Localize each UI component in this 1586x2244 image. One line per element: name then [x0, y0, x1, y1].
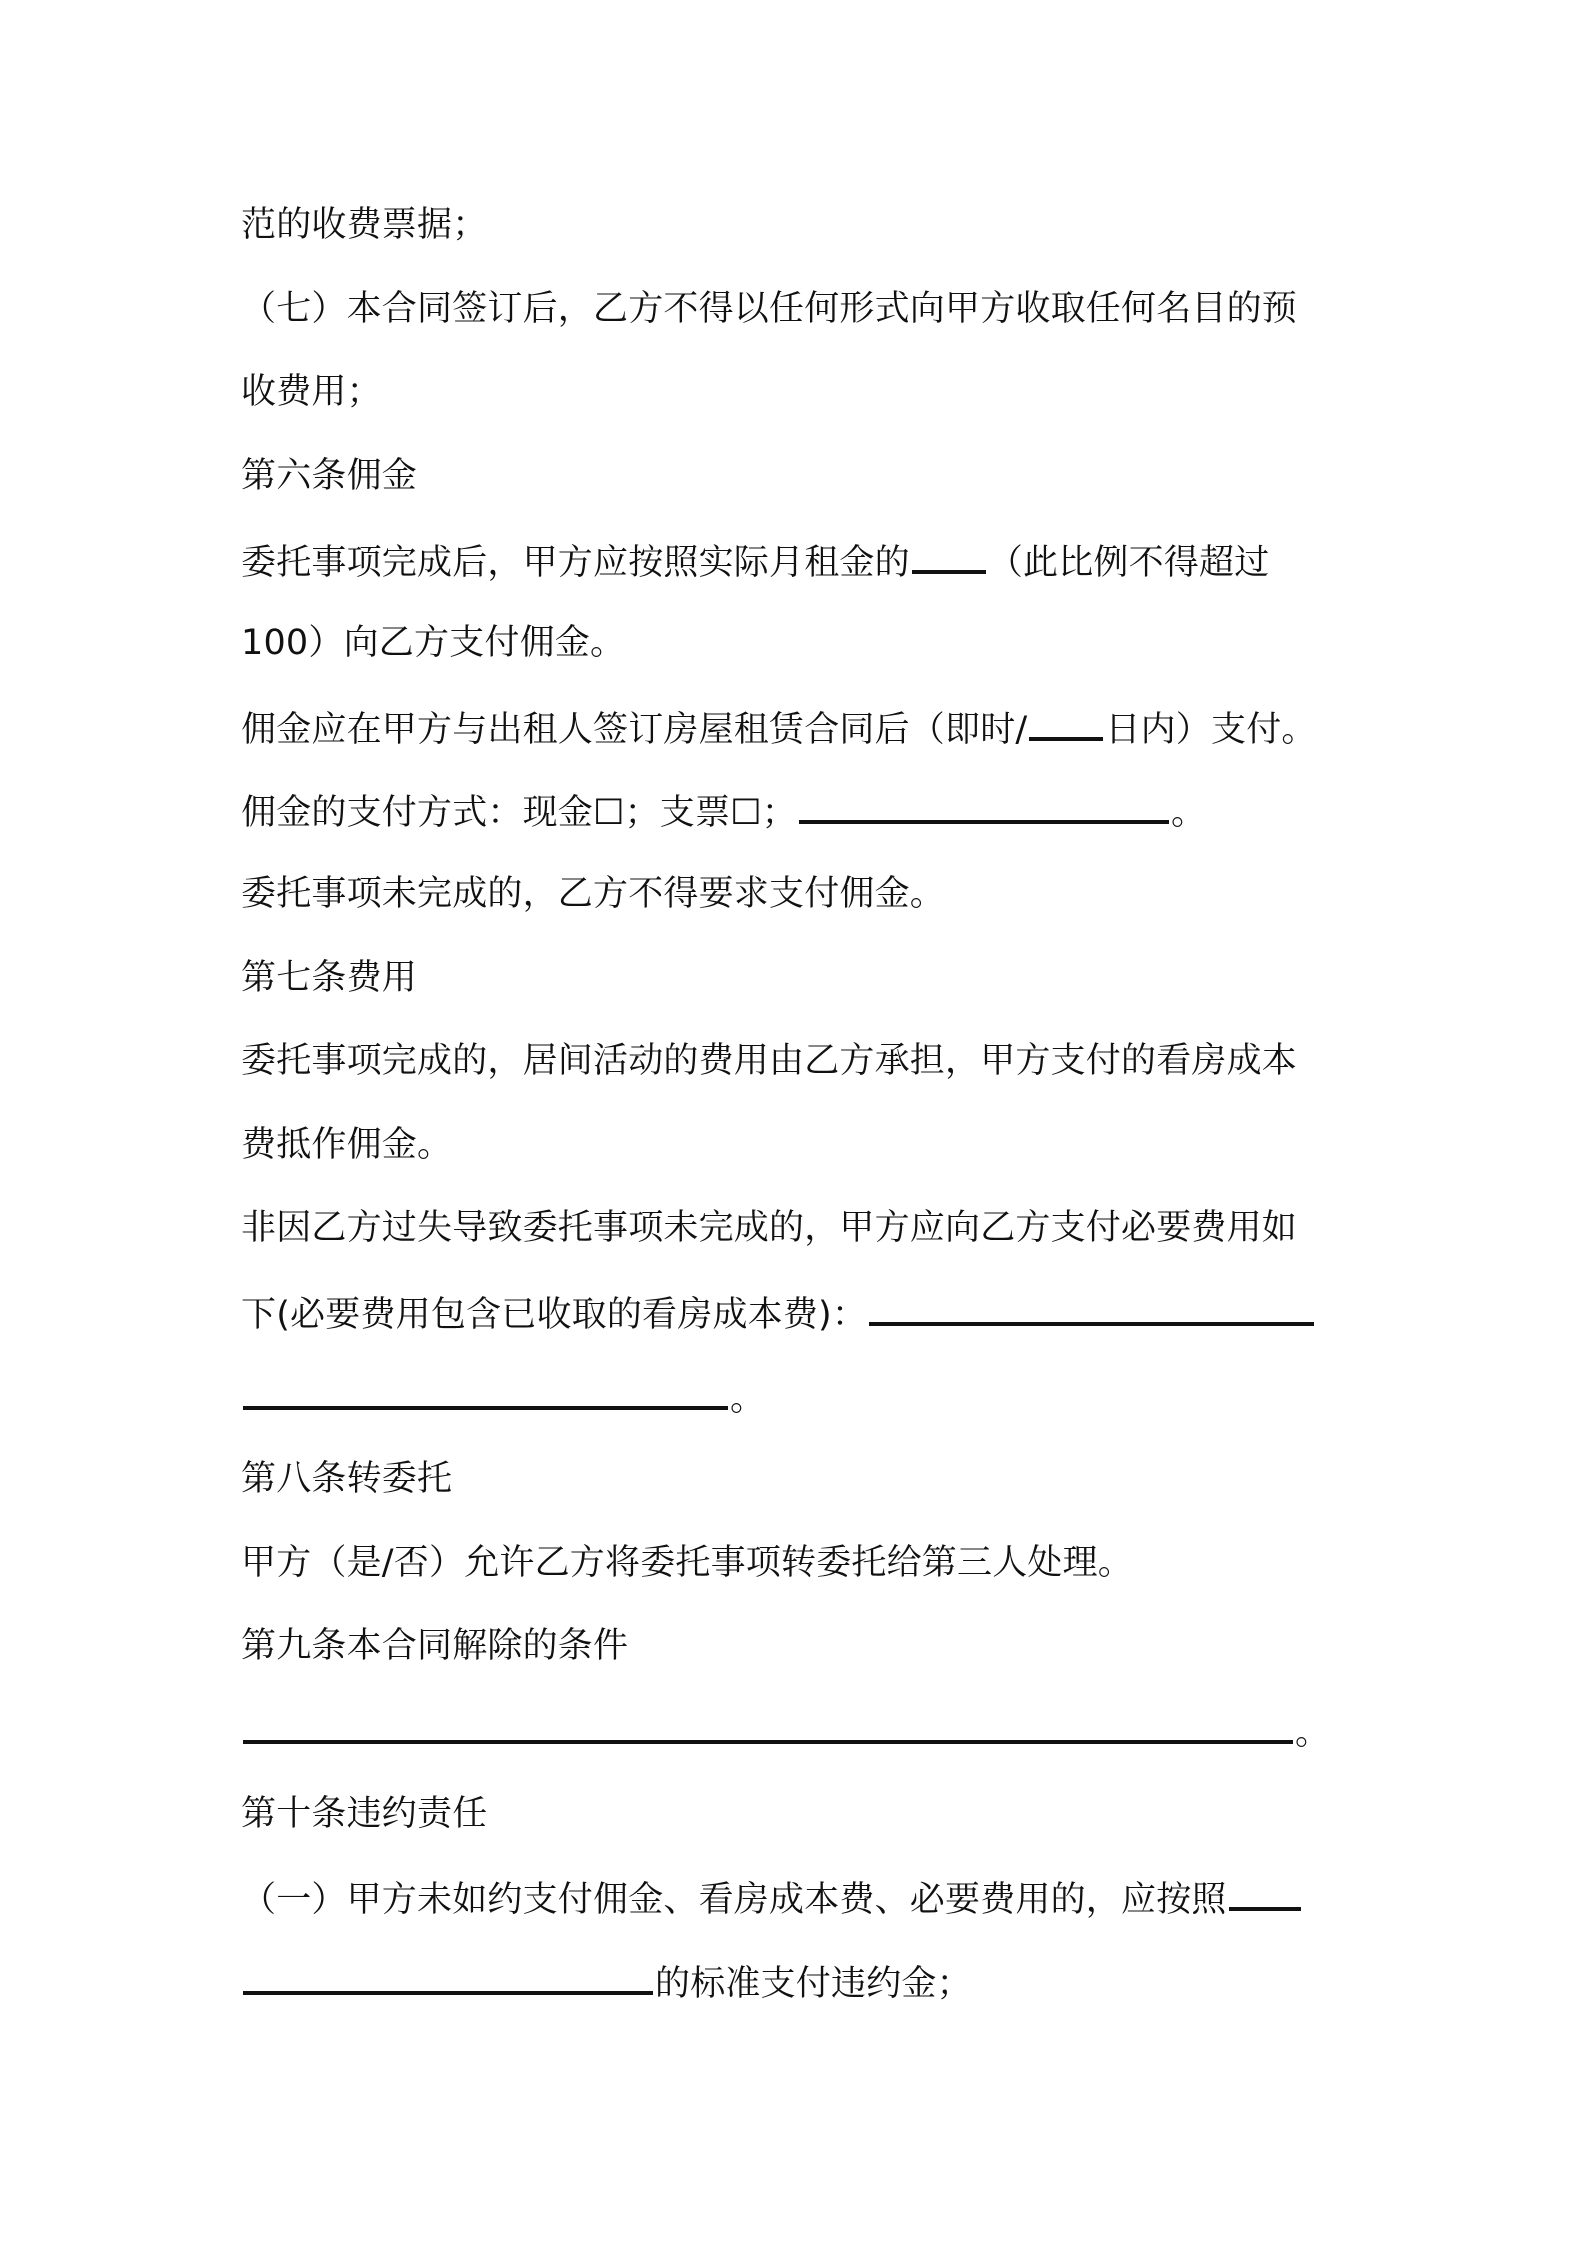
line-text: 的标准支付违约金； — [655, 1964, 972, 2004]
text-line — [241, 786, 1206, 837]
text-line — [241, 285, 1297, 333]
text-line — [241, 1288, 1316, 1339]
line-text: （此比例不得超过 — [987, 543, 1270, 583]
line-text: 日内）支付。 — [1105, 710, 1317, 750]
text-line — [241, 1873, 1303, 1924]
fill-blank[interactable] — [799, 786, 1169, 824]
line-text: 。 — [730, 1379, 766, 1419]
text-line — [241, 1957, 972, 2008]
line-text: 佣金应在甲方与出租人签订房屋租赁合同后（即时/ — [241, 710, 1028, 750]
text-line — [241, 368, 382, 416]
fill-blank[interactable] — [243, 1372, 728, 1410]
line-text: （七）本合同签订后，乙方不得以任何形式向甲方收取任何名目的预 — [241, 289, 1298, 329]
section-heading — [241, 1790, 487, 1838]
text-line — [241, 870, 945, 918]
text-line — [241, 1037, 1297, 1085]
fill-blank[interactable] — [243, 1706, 1293, 1744]
section-heading — [241, 1622, 628, 1670]
line-text: 委托事项未完成的，乙方不得要求支付佣金。 — [241, 874, 946, 914]
text-line — [241, 1121, 452, 1169]
text-line — [241, 1204, 1297, 1252]
line-text: 收费用； — [241, 372, 382, 412]
heading-text: 第六条佣金 — [241, 456, 418, 496]
line-text: 100）向乙方支付佣金。 — [241, 623, 626, 663]
line-text: 委托事项完成后，甲方应按照实际月租金的 — [241, 543, 910, 583]
text-line — [241, 1706, 1330, 1757]
heading-text: 第十条违约责任 — [241, 1794, 488, 1834]
line-text: 委托事项完成的，居间活动的费用由乙方承担，甲方支付的看房成本 — [241, 1041, 1298, 1081]
line-text: 下(必要费用包含已收取的看房成本费)： — [241, 1295, 868, 1335]
fill-blank[interactable] — [1229, 1873, 1301, 1911]
heading-text: 第七条费用 — [241, 958, 418, 998]
text-line — [241, 1372, 765, 1423]
line-text: 费抵作佣金。 — [241, 1125, 453, 1165]
fill-blank[interactable] — [869, 1288, 1314, 1326]
line-text: 非因乙方过失导致委托事项未完成的，甲方应向乙方支付必要费用如 — [241, 1208, 1298, 1248]
text-line — [241, 201, 487, 249]
section-heading — [241, 452, 417, 500]
text-line — [241, 619, 625, 667]
line-text: 佣金的支付方式：现金☐；支票☐； — [241, 793, 797, 833]
line-text: 。 — [1170, 793, 1207, 833]
heading-text: 第九条本合同解除的条件 — [241, 1626, 629, 1666]
line-text: 甲方（是/否）允许乙方将委托事项转委托给第三人处理。 — [241, 1543, 1133, 1583]
heading-text: 第八条转委托 — [241, 1459, 453, 1499]
line-text: 。 — [1295, 1713, 1331, 1753]
line-text: （一）甲方未如约支付佣金、看房成本费、必要费用的，应按照 — [241, 1880, 1227, 1920]
section-heading — [241, 1455, 452, 1503]
text-line — [241, 1539, 1133, 1587]
fill-blank[interactable] — [1029, 703, 1103, 741]
text-line — [241, 703, 1317, 754]
fill-blank[interactable] — [912, 536, 986, 574]
line-text: 范的收费票据； — [241, 205, 488, 245]
fill-blank[interactable] — [243, 1957, 653, 1995]
section-heading — [241, 954, 417, 1002]
text-line — [241, 536, 1269, 587]
